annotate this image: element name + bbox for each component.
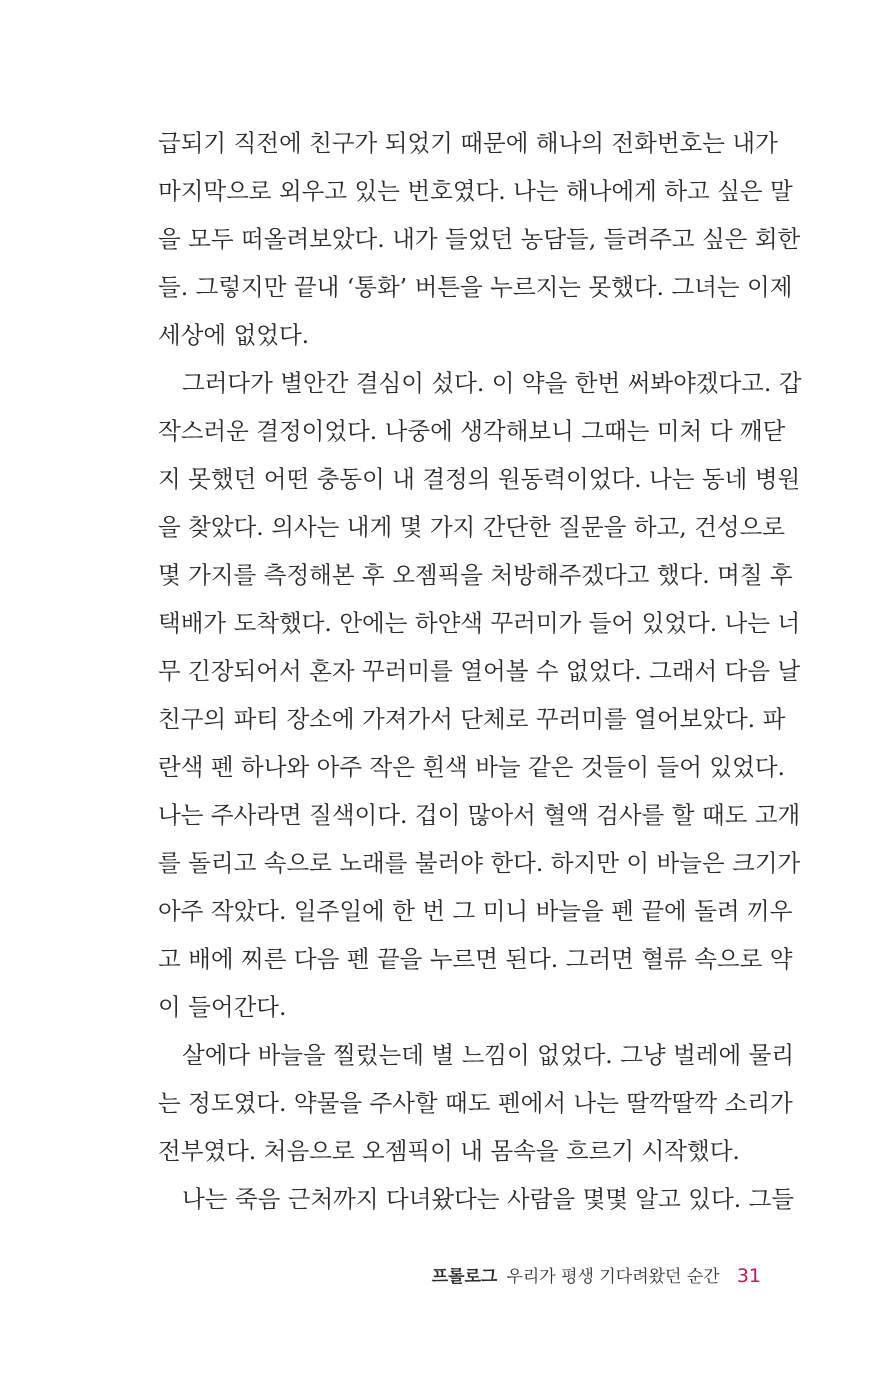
page-number: 31	[736, 1265, 761, 1287]
text-line: 나는 죽음 근처까지 다녀왔다는 사람을 몇몇 알고 있다. 그들	[182, 1185, 795, 1213]
text-line: 몇 가지를 측정해본 후 오젬픽을 처방해주겠다고 했다. 며칠 후	[158, 561, 793, 589]
text-line: 작스러운 결정이었다. 나중에 생각해보니 그때는 미처 다 깨닫	[158, 417, 786, 445]
text-line: 지 못했던 어떤 충동이 내 결정의 원동력이었다. 나는 동네 병원	[158, 465, 801, 493]
text-line: 급되기 직전에 친구가 되었기 때문에 해나의 전화번호는 내가	[158, 129, 778, 157]
text-line: 살에다 바늘을 찔렀는데 별 느낌이 없었다. 그냥 벌레에 물리	[182, 1041, 795, 1069]
text-line: 고 배에 찌른 다음 펜 끝을 누르면 된다. 그러면 혈류 속으로 약	[158, 945, 793, 973]
text-line: 세상에 없었다.	[158, 321, 310, 349]
text-line: 란색 펜 하나와 아주 작은 흰색 바늘 같은 것들이 들어 있었다.	[158, 753, 785, 781]
page-footer	[432, 1261, 761, 1291]
text-line: 친구의 파티 장소에 가져가서 단체로 꾸러미를 열어보았다. 파	[158, 705, 786, 733]
text-line: 아주 작았다. 일주일에 한 번 그 미니 바늘을 펜 끝에 돌려 끼우	[158, 897, 793, 925]
text-line: 를 돌리고 속으로 노래를 불러야 한다. 하지만 이 바늘은 크기가	[158, 849, 801, 877]
body-text	[158, 119, 802, 1223]
text-line: 을 모두 떠올려보았다. 내가 들었던 농담들, 들려주고 싶은 회한	[158, 225, 801, 253]
footer-chapter-title: 우리가 평생 기다려왔던 순간	[506, 1267, 720, 1287]
text-line: 들. 그렇지만 끝내 ‘통화’ 버튼을 누르지는 못했다. 그녀는 이제	[158, 273, 793, 301]
footer-section-label: 프롤로그	[431, 1267, 498, 1287]
text-line: 이 들어간다.	[158, 993, 287, 1021]
text-line: 택배가 도착했다. 안에는 하얀색 꾸러미가 들어 있었다. 나는 너	[158, 609, 801, 637]
text-line: 을 찾았다. 의사는 내게 몇 가지 간단한 질문을 하고, 건성으로	[158, 513, 785, 541]
text-line: 전부였다. 처음으로 오젬픽이 내 몸속을 흐르기 시작했다.	[158, 1137, 740, 1165]
text-line: 나는 주사라면 질색이다. 겁이 많아서 혈액 검사를 할 때도 고개	[158, 801, 801, 829]
text-line: 마지막으로 외우고 있는 번호였다. 나는 해나에게 하고 싶은 말	[158, 177, 793, 205]
text-line: 는 정도였다. 약물을 주사할 때도 펜에서 나는 딸깍딸깍 소리가	[158, 1089, 793, 1117]
text-line: 그러다가 별안간 결심이 섰다. 이 약을 한번 써봐야겠다고. 갑	[182, 369, 802, 397]
text-line: 무 긴장되어서 혼자 꾸러미를 열어볼 수 없었다. 그래서 다음 날	[158, 657, 801, 685]
